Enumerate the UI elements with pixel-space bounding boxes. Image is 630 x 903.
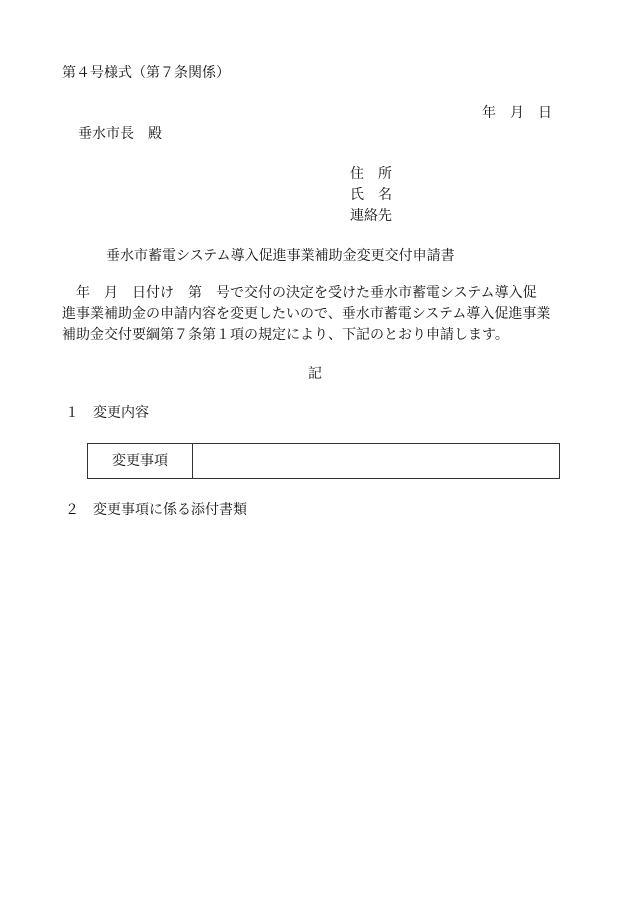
- body-text-line: 年 月 日付け 第 号で交付の決定を受けた垂水市蓄電システム導入促: [62, 285, 537, 301]
- change-item-value[interactable]: [193, 444, 560, 479]
- form-number: 第４号様式（第７条関係）: [62, 65, 230, 81]
- applicant-address-label: 住 所: [350, 166, 392, 182]
- applicant-name-label: 氏 名: [350, 187, 392, 203]
- date-line: 年 月 日: [482, 105, 552, 121]
- document-title: 垂水市蓄電システム導入促進事業補助金変更交付申請書: [106, 248, 455, 264]
- change-item-label: 変更事項: [88, 444, 193, 479]
- addressee: 垂水市長 殿: [78, 126, 162, 142]
- section-change-content: １ 変更内容: [65, 405, 149, 421]
- applicant-contact-label: 連絡先: [350, 208, 392, 224]
- table-row: [88, 444, 560, 479]
- ki-heading: 記: [308, 366, 322, 382]
- body-text-line: 補助金交付要綱第７条第１項の規定により、下記のとおり申請します。: [62, 327, 509, 343]
- section-attachments: ２ 変更事項に係る添付書類: [65, 502, 247, 518]
- body-text-line: 進事業補助金の申請内容を変更したいので、垂水市蓄電システム導入促進事業: [62, 306, 551, 322]
- change-table: [87, 443, 560, 479]
